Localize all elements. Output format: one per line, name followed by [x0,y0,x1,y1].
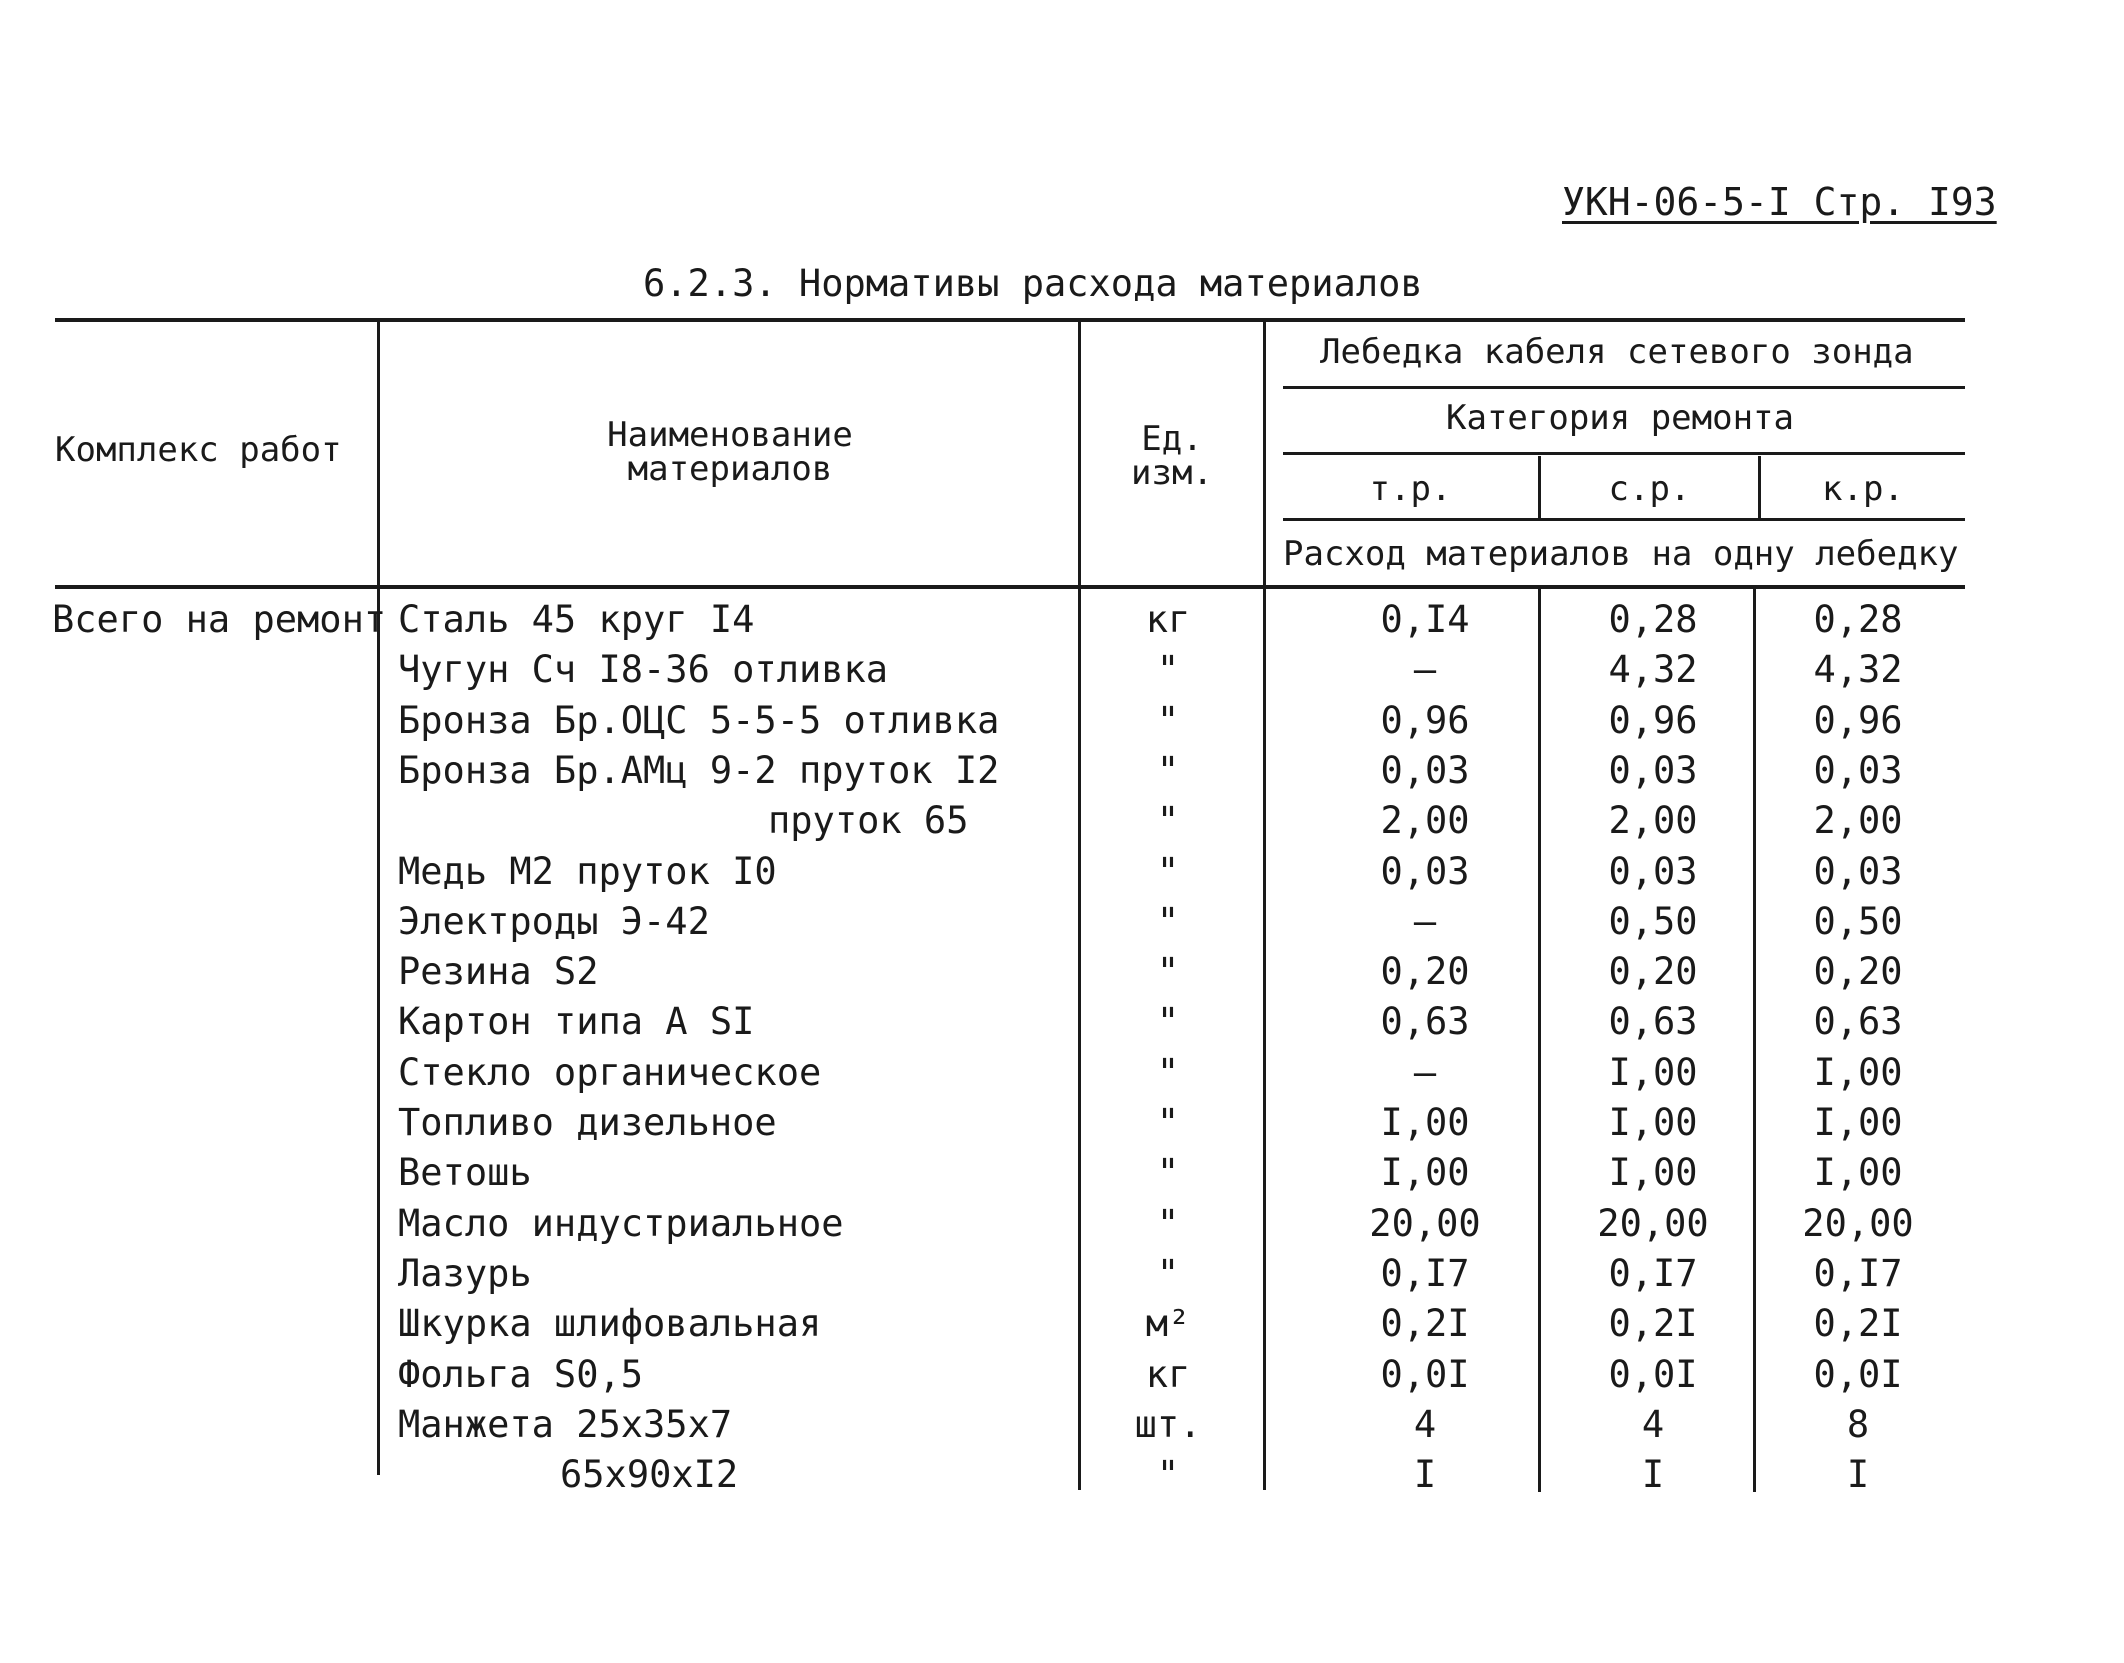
value-sr: 0,20 [1608,950,1698,993]
material-name: Масло индустриальное [398,1202,844,1245]
value-tr: 0,0I [1380,1353,1470,1396]
value-tr: 2,00 [1380,799,1470,842]
section-title: 6.2.3. Нормативы расхода материалов [643,262,1423,305]
value-tr: – [1413,1051,1437,1094]
value-sr: 0,I7 [1608,1252,1698,1295]
material-unit: м² [1145,1302,1191,1345]
value-tr: 20,00 [1369,1202,1481,1245]
value-sr: I,00 [1608,1051,1698,1094]
header-complex: Комплекс работ [55,430,342,470]
material-unit: " [1156,648,1180,691]
complex-label: Всего на ремонт [52,598,387,641]
header-name-line1: Наименование [607,415,853,455]
value-kr: 0,20 [1813,950,1903,993]
value-kr: 0,63 [1813,1000,1903,1043]
material-unit: " [1156,799,1180,842]
value-tr: 0,I4 [1380,598,1470,641]
value-kr: 2,00 [1813,799,1903,842]
header-unit-line1: Ед. [1141,419,1203,459]
value-sr: 0,28 [1608,598,1698,641]
value-sr: 0,03 [1608,749,1698,792]
value-sr: 0,96 [1608,699,1698,742]
value-kr: 0,0I [1813,1353,1903,1396]
material-unit: кг [1145,598,1191,641]
value-kr: 4,32 [1813,648,1903,691]
value-sr: 20,00 [1597,1202,1709,1245]
header-name-line2: материалов [627,449,833,489]
value-kr: 20,00 [1802,1202,1914,1245]
material-unit: " [1156,1453,1180,1496]
value-tr: – [1413,900,1437,943]
material-unit: " [1156,1202,1180,1245]
value-sr: 0,03 [1608,850,1698,893]
value-kr: I,00 [1813,1151,1903,1194]
material-name: Медь М2 пруток I0 [398,850,777,893]
material-unit: кг [1145,1353,1191,1396]
value-sr: 2,00 [1608,799,1698,842]
header-group: Лебедка кабеля сетевого зонда [1320,332,1914,372]
material-unit: " [1156,950,1180,993]
value-tr: 4 [1413,1403,1437,1446]
header-unit-line2: изм. [1131,453,1213,493]
value-kr: 0,96 [1813,699,1903,742]
material-name: Манжета 25х35х7 [398,1403,733,1446]
value-sr: I,00 [1608,1151,1698,1194]
material-name: Сталь 45 круг I4 [398,598,755,641]
value-kr: 0,I7 [1813,1252,1903,1295]
material-unit: " [1156,850,1180,893]
material-name: Бронза Бр.ОЦС 5-5-5 отливка [398,699,1000,742]
material-name: Электроды Э-42 [398,900,710,943]
value-sr: 0,63 [1608,1000,1698,1043]
material-name: Стекло органическое [398,1051,822,1094]
group-rule [1283,386,1965,389]
table-top-rule [55,318,1965,322]
material-unit: шт. [1134,1403,1202,1446]
value-tr: 0,I7 [1380,1252,1470,1295]
value-kr: I [1846,1453,1870,1496]
value-sr: I [1641,1453,1665,1496]
material-unit: " [1156,1051,1180,1094]
header-name [380,415,1080,489]
value-sr: 0,50 [1608,900,1698,943]
material-name: Резина S2 [398,950,599,993]
material-name: 65х90хI2 [560,1453,739,1496]
material-name: Лазурь [398,1252,532,1295]
material-name: Бронза Бр.АМц 9-2 пруток I2 [398,749,1000,792]
col-divider-name [1078,320,1081,1490]
value-tr: – [1413,648,1437,691]
material-name: Чугун Сч I8-36 отливка [398,648,889,691]
header-consumption: Расход материалов на одну лебедку [1283,534,1959,574]
value-tr: I [1413,1453,1437,1496]
header-cat-sr: с.р. [1608,469,1691,509]
value-tr: I,00 [1380,1151,1470,1194]
category-rule [1283,452,1965,455]
value-tr: I,00 [1380,1101,1470,1144]
material-unit: " [1156,1252,1180,1295]
value-kr: 0,50 [1813,900,1903,943]
value-tr: 0,2I [1380,1302,1470,1345]
value-tr: 0,03 [1380,850,1470,893]
value-kr: I,00 [1813,1101,1903,1144]
value-kr: 0,28 [1813,598,1903,641]
value-kr: 8 [1846,1403,1870,1446]
subcategory-rule [1283,518,1965,521]
material-name: Шкурка шлифовальная [398,1302,822,1345]
header-unit [1081,419,1263,493]
value-sr: 4 [1641,1403,1665,1446]
value-sr: I,00 [1608,1101,1698,1144]
material-name: Фольга S0,5 [398,1353,644,1396]
col-divider-tr-body [1538,587,1541,1492]
header-cat-kr: к.р. [1822,469,1904,509]
value-tr: 0,96 [1380,699,1470,742]
value-kr: 0,2I [1813,1302,1903,1345]
header-category: Категория ремонта [1446,398,1794,438]
material-name: Топливо дизельное [398,1101,777,1144]
material-name: Картон типа А SI [398,1000,755,1043]
material-unit: " [1156,1151,1180,1194]
col-divider-complex [377,320,380,1475]
value-kr: I,00 [1813,1051,1903,1094]
value-sr: 0,0I [1608,1353,1698,1396]
material-name: Ветошь [398,1151,532,1194]
value-kr: 0,03 [1813,749,1903,792]
value-kr: 0,03 [1813,850,1903,893]
value-sr: 4,32 [1608,648,1698,691]
page-reference: УКН-06-5-I Стр. I93 [1562,180,1997,224]
value-tr: 0,63 [1380,1000,1470,1043]
value-tr: 0,20 [1380,950,1470,993]
material-unit: " [1156,699,1180,742]
value-sr: 0,2I [1608,1302,1698,1345]
value-tr: 0,03 [1380,749,1470,792]
header-cat-tr: т.р. [1369,469,1452,509]
material-unit: " [1156,1000,1180,1043]
material-unit: " [1156,900,1180,943]
material-unit: " [1156,749,1180,792]
material-name: пруток 65 [768,799,969,842]
col-divider-sr-body [1753,587,1756,1492]
material-unit: " [1156,1101,1180,1144]
header-bottom-rule [55,585,1965,589]
col-divider-unit [1263,320,1266,1490]
